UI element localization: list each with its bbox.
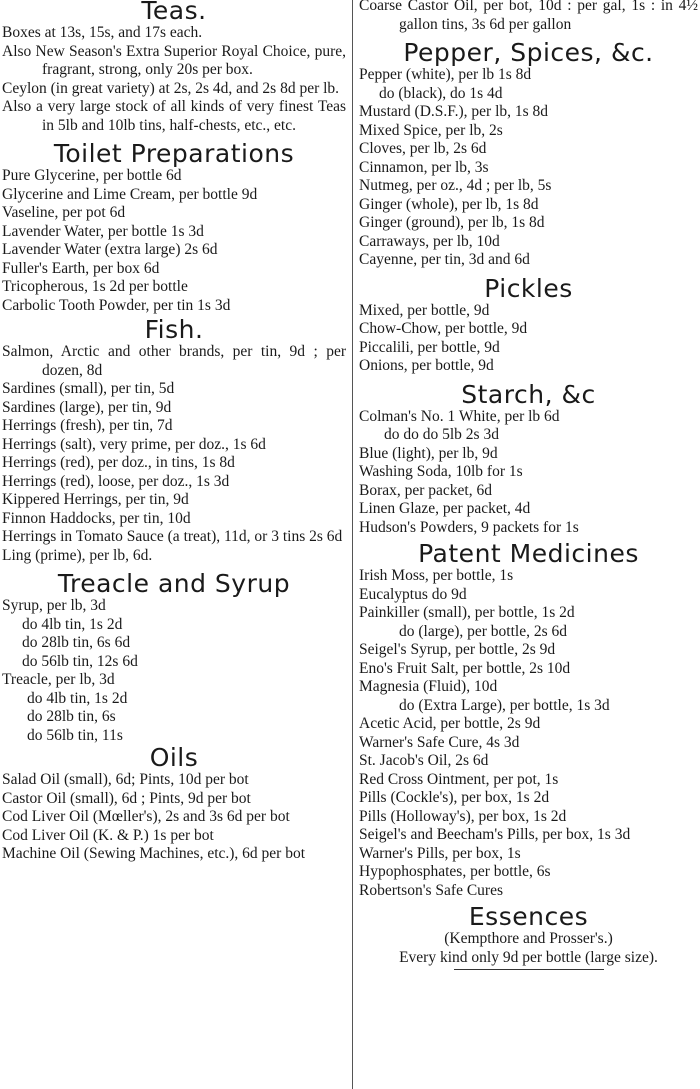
list-item: do (black), do 1s 4d	[379, 84, 503, 102]
column-divider	[352, 0, 353, 1089]
list-item: do 4lb tin, 1s 2d	[22, 615, 123, 633]
list-item: Ginger (ground), per lb, 1s 8d	[359, 214, 545, 231]
section-treacle-and-syrup	[2, 571, 346, 745]
section-teas	[2, 0, 346, 135]
essences-subtitle: (Kempthore and Prosser's.)	[444, 930, 613, 947]
list-item: do 56lb tin, 12s 6d	[22, 652, 138, 670]
section-patent-medicines	[359, 541, 698, 900]
list-item: Sardines (large), per tin, 9d	[2, 398, 172, 416]
list-item: Acetic Acid, per bottle, 2s 9d	[359, 715, 541, 732]
list-item: Fuller's Earth, per box 6d	[2, 259, 160, 277]
list-item: Blue (light), per lb, 9d	[359, 444, 498, 462]
list-item: Herrings in Tomato Sauce (a treat), 11d, or 3 tins 2s 6d	[2, 528, 343, 545]
list-item: Irish Moss, per bottle, 1s	[359, 567, 514, 584]
end-rule	[454, 969, 604, 970]
list-item: Herrings (salt), very prime, per doz., 1s 6d	[2, 435, 266, 453]
list-item: Hudson's Powders, 9 packets for 1s	[359, 518, 579, 536]
list-item: Cod Liver Oil (K. & P.) 1s per bot	[2, 826, 214, 844]
heading-teas: Teas.	[141, 0, 207, 25]
list-item: Seigel's Syrup, per bottle, 2s 9d	[359, 641, 556, 658]
list-item: do (large), per bottle, 2s 6d	[399, 622, 568, 640]
section-oils	[2, 745, 346, 864]
list-item: Ceylon (in great variety) at 2s, 2s 4d, and 2s 8d per lb.	[2, 79, 340, 97]
list-item: Syrup, per lb, 3d	[2, 597, 106, 614]
list-item: Warner's Pills, per box, 1s	[359, 844, 521, 862]
list-item: Hypophosphates, per bottle, 6s	[359, 863, 551, 880]
list-item: Eucalyptus do 9d	[359, 585, 467, 603]
section-essences	[359, 904, 698, 970]
list-item: Also New Season's Extra Superior Royal Choice, pure, fragrant, strong, only 20s per box.	[2, 42, 346, 78]
list-item: Castor Oil (small), 6d ; Pints, 9d per bot	[2, 789, 251, 807]
left-column	[2, 0, 346, 864]
section-fish	[2, 317, 346, 565]
list-item: Pills (Cockle's), per box, 1s 2d	[359, 789, 550, 806]
list-item: St. Jacob's Oil, 2s 6d	[359, 752, 489, 769]
list-item: Lavender Water (extra large) 2s 6d	[2, 241, 218, 258]
list-item: Sardines (small), per tin, 5d	[2, 380, 175, 397]
list-item: Treacle, per lb, 3d	[2, 671, 115, 688]
list-item: Linen Glaze, per packet, 4d	[359, 500, 531, 517]
list-item: Nutmeg, per oz., 4d ; per lb, 5s	[359, 177, 552, 194]
list-item: Cayenne, per tin, 3d and 6d	[359, 251, 530, 268]
list-item: Ginger (whole), per lb, 1s 8d	[359, 195, 539, 213]
list-item: Tricopherous, 1s 2d per bottle	[2, 278, 188, 295]
list-item: do 4lb tin, 1s 2d	[27, 689, 128, 707]
list-item: Every kind only 9d per bottle (large size).	[399, 948, 658, 966]
list-item: Pills (Holloway's), per box, 1s 2d	[359, 807, 567, 825]
list-item: Cod Liver Oil (Mœller's), 2s and 3s 6d per bot	[2, 808, 290, 825]
list-item: do 28lb tin, 6s 6d	[22, 634, 131, 651]
list-item: do do do 5lb 2s 3d	[384, 426, 499, 443]
list-item: Magnesia (Fluid), 10d	[359, 678, 498, 695]
right-column	[359, 0, 698, 970]
section-starch	[359, 379, 698, 538]
heading-starch: Starch, &c	[461, 379, 596, 409]
list-item: Herrings (fresh), per tin, 7d	[2, 417, 173, 434]
list-item: Cloves, per lb, 2s 6d	[359, 140, 487, 157]
list-item: Salmon, Arctic and other brands, per tin, 9d ; per dozen, 8d	[2, 343, 346, 379]
list-item: Onions, per bottle, 9d	[359, 357, 494, 374]
list-item: Carraways, per lb, 10d	[359, 232, 500, 250]
list-item: do 28lb tin, 6s	[27, 708, 116, 725]
list-item: do (Extra Large), per bottle, 1s 3d	[399, 696, 610, 714]
list-item: Vaseline, per pot 6d	[2, 204, 126, 221]
section-toilet-preparations	[2, 141, 346, 315]
list-item: Glycerine and Lime Cream, per bottle 9d	[2, 185, 258, 203]
list-item: Kippered Herrings, per tin, 9d	[2, 491, 189, 508]
list-item: Also a very large stock of all kinds of very finest Teas in 5lb and 10lb tins, half-chests, etc., etc.	[2, 98, 346, 134]
list-item: Chow-Chow, per bottle, 9d	[359, 320, 528, 337]
list-item: Pepper (white), per lb 1s 8d	[359, 66, 532, 83]
heading-oils: Oils	[149, 743, 199, 772]
list-item: Coarse Castor Oil, per bot, 10d : per gal, 1s : in 4½ gallon tins, 3s 6d per gallon	[359, 0, 698, 33]
list-item: Herrings (red), loose, per doz., 1s 3d	[2, 472, 230, 490]
heading-pickles: Pickles	[484, 273, 573, 303]
section-pepper-spices	[359, 40, 698, 270]
heading-fish: Fish.	[144, 315, 204, 344]
list-item: Piccalili, per bottle, 9d	[359, 338, 500, 356]
list-item: Painkiller (small), per bottle, 1s 2d	[359, 604, 575, 621]
list-item: Washing Soda, 10lb for 1s	[359, 463, 523, 480]
list-item: Herrings (red), per doz., in tins, 1s 8d	[2, 454, 235, 471]
list-item: Borax, per packet, 6d	[359, 481, 492, 499]
list-item: Ling (prime), per lb, 6d.	[2, 546, 153, 564]
heading-toilet-preparations: Toilet Preparations	[53, 139, 295, 168]
heading-pepper-spices: Pepper, Spices, &c.	[403, 38, 654, 67]
list-item: Red Cross Ointment, per pot, 1s	[359, 770, 559, 788]
list-item: Cinnamon, per lb, 3s	[359, 158, 489, 176]
section-pickles	[359, 273, 698, 376]
list-item: Pure Glycerine, per bottle 6d	[2, 167, 182, 184]
list-item: Mixed, per bottle, 9d	[359, 301, 490, 319]
list-item: Eno's Fruit Salt, per bottle, 2s 10d	[359, 659, 571, 677]
list-item: Mixed Spice, per lb, 2s	[359, 121, 503, 139]
list-item: Finnon Haddocks, per tin, 10d	[2, 509, 191, 527]
list-item: Salad Oil (small), 6d; Pints, 10d per bot	[2, 771, 249, 788]
heading-patent-medicines: Patent Medicines	[418, 539, 639, 568]
section-oils-continued	[359, 0, 698, 34]
heading-treacle-and-syrup: Treacle and Syrup	[57, 569, 291, 598]
heading-essences: Essences	[468, 902, 589, 931]
list-item: Colman's No. 1 White, per lb 6d	[359, 407, 560, 425]
list-item: Warner's Safe Cure, 4s 3d	[359, 733, 520, 751]
list-item: Mustard (D.S.F.), per lb, 1s 8d	[359, 103, 549, 120]
list-item: Lavender Water, per bottle 1s 3d	[2, 222, 204, 240]
list-item: Machine Oil (Sewing Machines, etc.), 6d per bot	[2, 845, 306, 862]
list-item: Robertson's Safe Cures	[359, 881, 503, 899]
list-item: do 56lb tin, 11s	[27, 726, 123, 744]
list-item: Boxes at 13s, 15s, and 17s each.	[2, 24, 203, 41]
list-item: Carbolic Tooth Powder, per tin 1s 3d	[2, 296, 231, 314]
list-item: Seigel's and Beecham's Pills, per box, 1s 3d	[359, 826, 631, 843]
